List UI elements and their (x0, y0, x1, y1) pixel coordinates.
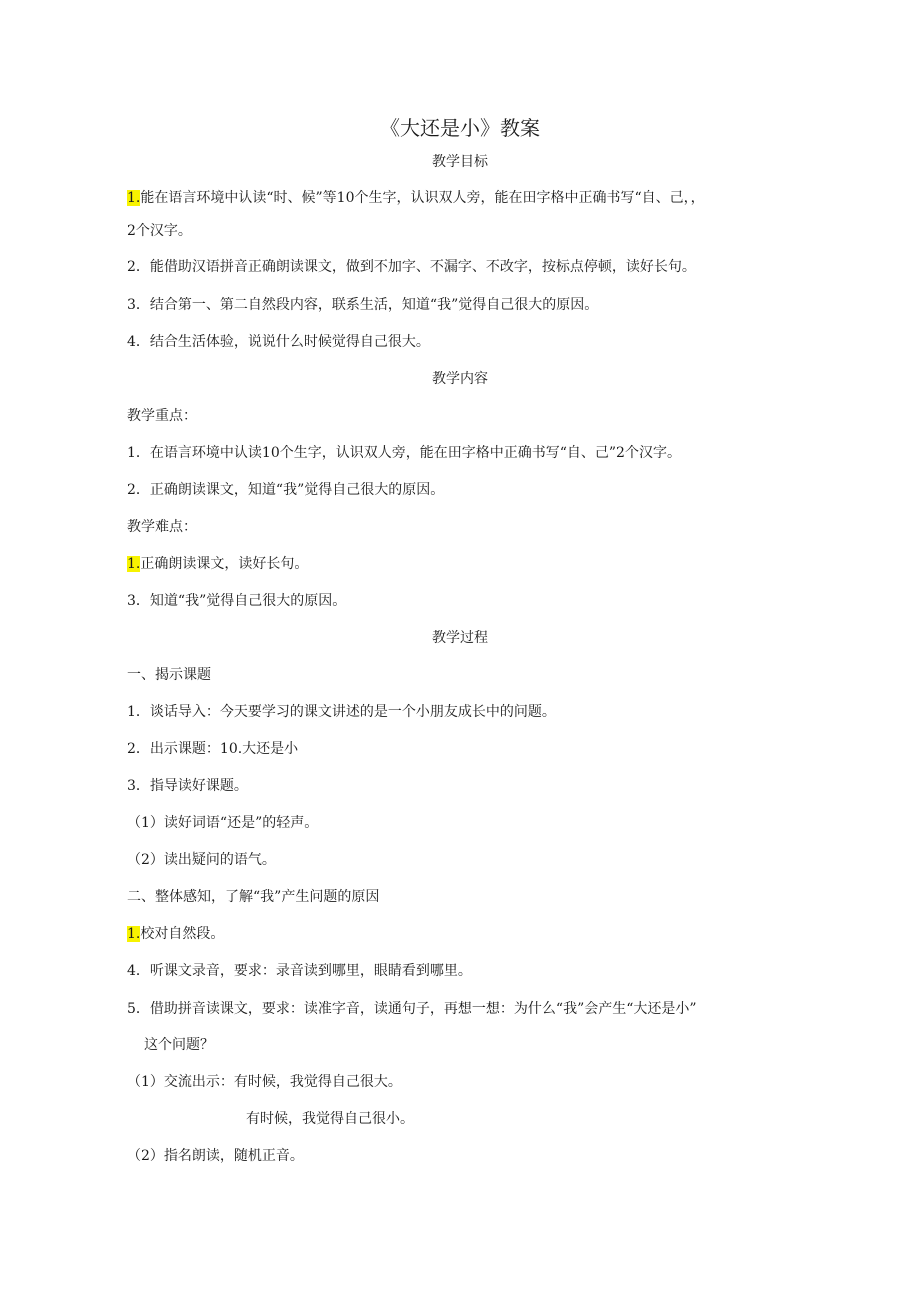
process-part-1: 一、揭示课题 (127, 667, 211, 683)
objective-1 (127, 188, 705, 208)
heading-process: 教学过程 (432, 630, 488, 646)
highlighted-number: 1. (127, 926, 141, 942)
objective-1-text: 能在语言环境中认读“时、候”等10个生字，认识双人旁，能在田字格中正确书写“自、己，， (140, 190, 705, 206)
document-title: 《大还是小》教案 (380, 116, 540, 140)
objective-4: 4．结合生活体验，说说什么时候觉得自己很大。 (127, 334, 430, 350)
objective-1-continued: 2个汉字。 (127, 223, 192, 239)
objective-2: 2．能借助汉语拼音正确朗读课文，做到不加字、不漏字、不改字，按标点停顿，读好长句。 (127, 259, 696, 275)
heading-content: 教学内容 (432, 371, 488, 387)
difficulty-3: 3．知道“我”觉得自己很大的原因。 (127, 593, 347, 609)
process-1-2: 2．出示课题：10.大还是小 (127, 741, 299, 757)
highlighted-number: 1. (127, 556, 141, 572)
process-2-5b: （2）指名朗读，随机正音。 (127, 1148, 304, 1164)
process-2-4: 4．听课文录音，要求：录音读到哪里，眼睛看到哪里。 (127, 963, 472, 979)
key-points-label: 教学重点： (127, 408, 197, 424)
process-2-1-text: 校对自然段。 (140, 926, 225, 942)
difficulties-label: 教学难点： (127, 519, 197, 535)
process-2-1 (127, 924, 224, 944)
process-1-3b: （2）读出疑问的语气。 (127, 852, 276, 868)
difficulty-1-text: 正确朗读课文，读好长句。 (140, 556, 309, 572)
heading-objectives: 教学目标 (432, 154, 488, 170)
process-2-5-continued: 这个问题？ (144, 1037, 214, 1053)
process-1-3a: （1）读好词语“还是”的轻声。 (127, 815, 319, 831)
highlighted-number: 1. (127, 190, 141, 206)
objective-3: 3．结合第一、第二自然段内容，联系生活，知道“我”觉得自己很大的原因。 (127, 297, 599, 313)
process-1-3: 3．指导读好课题。 (127, 778, 248, 794)
difficulty-1 (127, 554, 308, 574)
process-2-5a: （1）交流出示：有时候，我觉得自己很大。 (127, 1074, 402, 1090)
process-2-5a-continued: 有时候，我觉得自己很小。 (246, 1111, 414, 1127)
process-2-5: 5．借助拼音读课文，要求：读准字音，读通句子，再想一想：为什么“我”会产生“大还是小” (127, 1001, 697, 1017)
process-part-2: 二、整体感知，了解“我”产生问题的原因 (127, 889, 380, 905)
process-1-1: 1．谈话导入：今天要学习的课文讲述的是一个小朋友成长中的问题。 (127, 704, 556, 720)
key-point-1: 1．在语言环境中认读10个生字，认识双人旁，能在田字格中正确书写“自、己”2个汉字。 (127, 445, 681, 461)
key-point-2: 2．正确朗读课文，知道“我”觉得自己很大的原因。 (127, 482, 445, 498)
